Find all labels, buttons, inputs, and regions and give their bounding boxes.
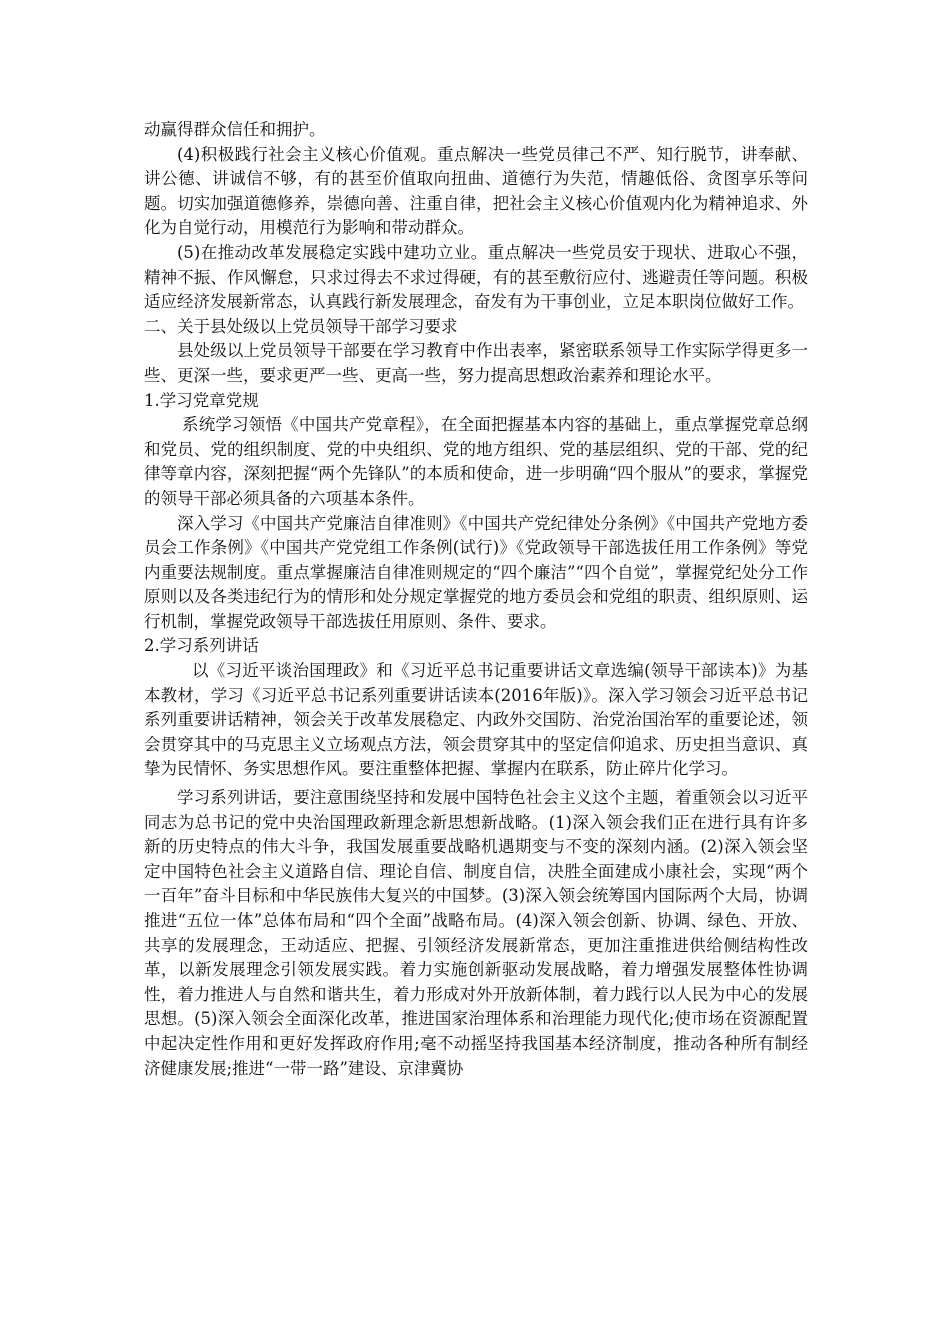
paragraph-speeches-materials: 以《习近平谈治国理政》和《习近平总书记重要讲话文章选编(领导干部读本)》为基本教材，学习《习近平总书记系列重要讲话读本(2016年版)》。深入学习领会习近平总书记系列重要讲话精神，领会关于改革发展稳定、内政外交国防、治党治国治军的重要论述，领会贯穿其中的马克思主义立场观点方法，领会贯穿其中的坚定信仰追求、历史担当意识、真挚为民情怀、务实思想作风。要注重整体把握、掌握内在联系，防止碎片化学习。 xyxy=(144,661,808,779)
subheading-speeches: 2.学习系列讲话 xyxy=(144,636,259,656)
paragraph-party-constitution: 系统学习领悟《中国共产党章程》，在全面把握基本内容的基础上，重点掌握党章总纲和党员、党的组织制度、党的中央组织、党的地方组织、党的基层组织、党的干部、党的纪律等章内容，深刻把握“两个先锋队”的本质和使命，进一步明确“四个服从”的要求，掌握党的领导干部必须具备的六项基本条件。 xyxy=(144,415,808,508)
document-page xyxy=(144,118,808,1081)
paragraph-party-regulations: 深入学习《中国共产党廉洁自律准则》《中国共产党纪律处分条例》《中国共产党地方委员会工作条例》《中国共产党党组工作条例(试行)》《党政领导干部选拔任用工作条例》等党内重要法规制度。重点掌握廉洁自律准则规定的“四个廉洁”“四个自觉”，掌握党纪处分工作原则以及各类违纪行为的情形和处分规定掌握党的地方委员会和党组的职责、组织原则、运行机制，掌握党政领导干部选拔任用原则、条件、要求。 xyxy=(144,513,808,631)
subheading-party-constitution: 1.学习党章党规 xyxy=(144,390,259,410)
paragraph-core-values: (4)积极践行社会主义核心价值观。重点解决一些党员律己不严、知行脱节，讲奉献、讲公德、讲诚信不够，有的甚至价值取向扭曲、道德行为失范，情趣低俗、贪图享乐等问题。切实加强道德修养，崇德向善、注重自律，把社会主义核心价值观内化为精神追求、外化为自觉行动，用模范行为影响和带动群众。 xyxy=(144,144,808,238)
paragraph-speeches-themes: 学习系列讲话，要注意围绕坚持和发展中国特色社会主义这个主题，着重领会以习近平同志为总书记的党中央治国理政新理念新思想新战略。(1)深入领会我们正在进行具有许多新的历史特点的伟大斗争，我国发展重要战略机遇期变与不变的深刻内涵。(2)深入领会坚定中国特色社会主义道路自信、理论自信、制度自信，决胜全面建成小康社会，实现“两个一百年”奋斗目标和中华民族伟大复兴的中国梦。(3)深入领会统筹国内国际两个大局，协调推进“五位一体”总体布局和“四个全面”战略布局。(4)深入领会创新、协调、绿色、开放、共享的发展理念，王动适应、把握、引领经济发展新常态，更加注重推进供给侧结构性改革，以新发展理念引领发展实践。着力实施创新驱动发展战略，着力增强发展整体性协调性，着力推进人与自然和谐共生，着力形成对外开放新体制，着力践行以人民为中心的发展思想。(5)深入领会全面深化改革，推进国家治理体系和治理能力现代化;使市场在资源配置中起决定性作用和更好发挥政府作用;毫不动摇坚持我国基本经济制度，推动各种所有制经济健康发展;推进“一带一路”建设、京津冀协 xyxy=(144,788,808,1078)
paragraph-county-level-intro: 县处级以上党员领导干部要在学习教育中作出表率，紧密联系领导工作实际学得更多一些、更深一些，要求更严一些、更高一些，努力提高思想政治素养和理论水平。 xyxy=(144,341,808,385)
section-heading-county-level: 二、关于县处级以上党员领导干部学习要求 xyxy=(144,316,458,336)
paragraph-reform-development: (5)在推动改革发展稳定实践中建功立业。重点解决一些党员安于现状、进取心不强，精神不振、作风懈怠，只求过得去不求过得硬，有的甚至敷衍应付、逃避责任等问题。积极适应经济发展新常态，认真践行新发展理念，奋发有为干事创业，立足本职岗位做好工作。 xyxy=(144,242,808,312)
paragraph-continuation: 动赢得群众信任和拥护。 xyxy=(144,120,326,139)
